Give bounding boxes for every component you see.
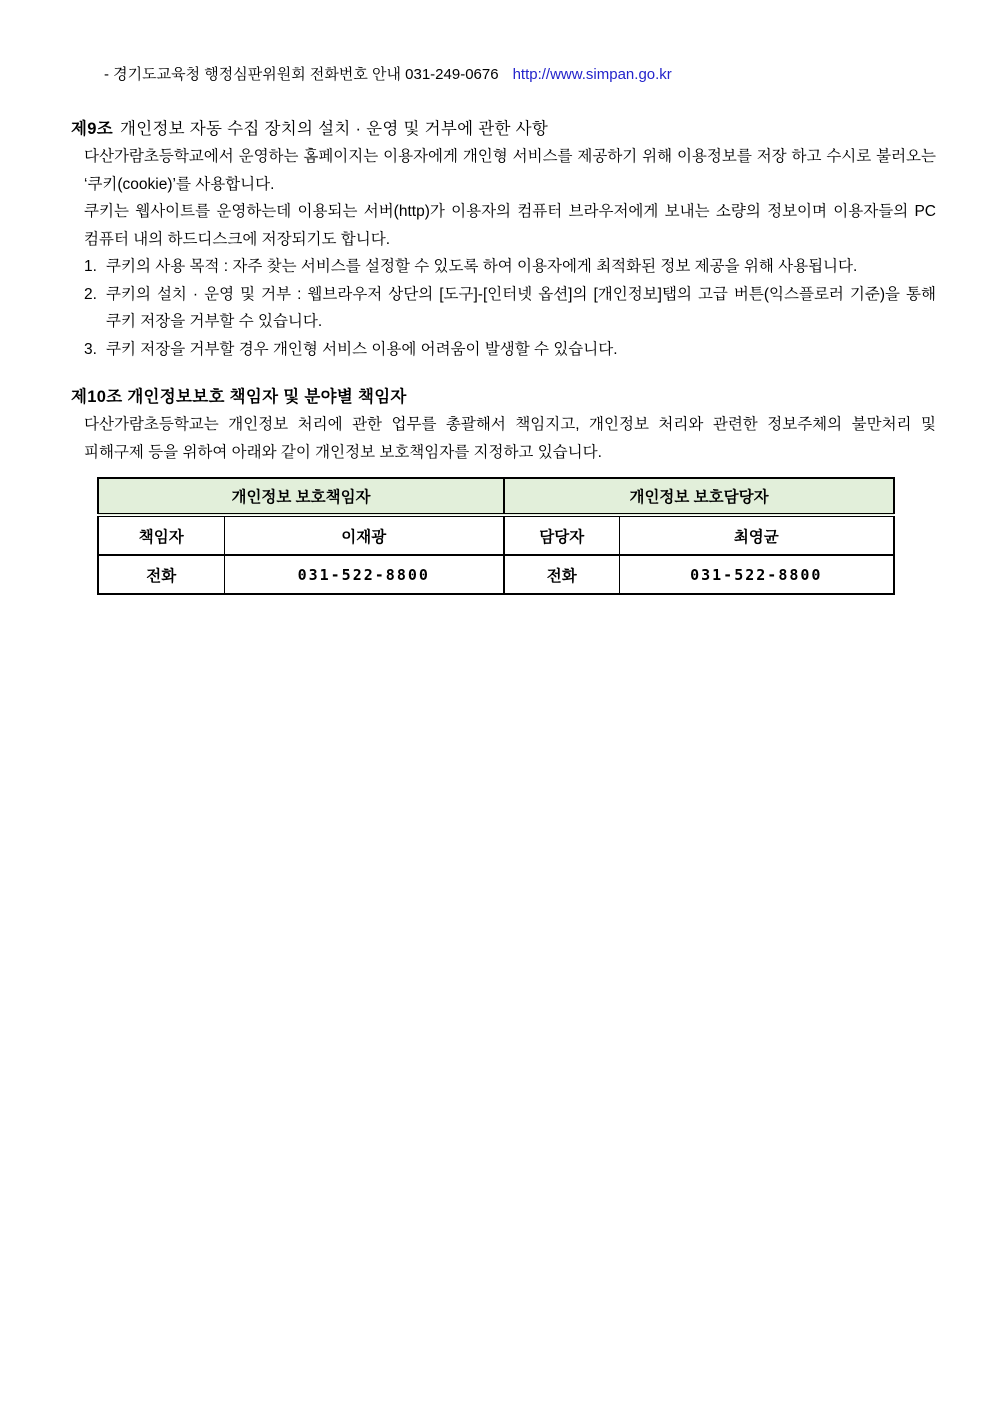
table-row (98, 515, 894, 555)
cell-phone-label-responsible: 전화 (98, 555, 224, 594)
article-9-paragraph-1: 다산가람초등학교에서 운영하는 홈페이지는 이용자에게 개인형 서비스를 제공하기 위해 이용정보를 저장 하고 수시로 불러오는 ‘쿠키(cookie)’를 사용합니다. (84, 148, 936, 193)
table-header-row (98, 478, 894, 515)
list-item (84, 281, 936, 336)
list-item-number: 3. (84, 340, 97, 358)
note-line (104, 0, 936, 85)
article-9-heading (71, 115, 936, 143)
list-item-text: 쿠키 저장을 거부할 경우 개인형 서비스 이용에 어려움이 발생할 수 있습니다. (106, 340, 618, 358)
table-header-responsible: 개인정보 보호책임자 (98, 478, 504, 515)
cookie-item-list (71, 253, 936, 363)
article-10-paragraph: 다산가람초등학교는 개인정보 처리에 관한 업무를 총괄해서 책임지고, 개인정보 처리와 관련한 정보주체의 불만처리 및 피해구제 등을 위하여 아래와 같이 개인정보 보호책임자를 지정하고 있습니다. (84, 416, 936, 461)
simpan-link[interactable]: http://www.simpan.go.kr (512, 66, 672, 83)
cell-manager-label: 담당자 (504, 515, 619, 555)
cell-responsible-name: 이재광 (224, 515, 504, 555)
article-10-heading: 제10조 개인정보보호 책임자 및 분야별 책임자 (71, 388, 407, 406)
cell-responsible-label: 책임자 (98, 515, 224, 555)
article-9-section (71, 115, 936, 363)
cell-phone-label-manager: 전화 (504, 555, 619, 594)
list-item (84, 253, 936, 281)
cell-manager-name: 최영균 (619, 515, 894, 555)
privacy-officer-table (97, 477, 895, 595)
cell-phone-value-responsible: 031-522-8800 (224, 555, 504, 594)
cell-phone-value-manager: 031-522-8800 (619, 555, 894, 594)
article-9-number: 제9조 (71, 120, 113, 138)
list-item (84, 336, 936, 364)
article-9-paragraph-2: 쿠키는 웹사이트를 운영하는데 이용되는 서버(http)가 이용자의 컴퓨터 브라우저에게 보내는 소량의 정보이며 이용자들의 PC 컴퓨터 내의 하드디스크에 저장되기도 합니다. (84, 203, 936, 248)
list-item-text: 쿠키의 설치 · 운영 및 거부 : 웹브라우저 상단의 [도구]-[인터넷 옵션]의 [개인정보]탭의 고급 버튼(익스플로러 기준)을 통해 쿠키 저장을 거부할 수 있습니다. (106, 285, 936, 330)
article-10-section (71, 383, 936, 595)
list-item-number: 2. (84, 285, 97, 303)
list-item-number: 1. (84, 258, 97, 275)
article-9-title: 개인정보 자동 수집 장치의 설치 · 운영 및 거부에 관한 사항 (119, 120, 549, 138)
note-text: - 경기도교육청 행정심판위원회 전화번호 안내 031-249-0676 (104, 66, 499, 83)
table-header-manager: 개인정보 보호담당자 (504, 478, 894, 515)
list-item-text: 쿠키의 사용 목적 : 자주 찾는 서비스를 설정할 수 있도록 하여 이용자에게 최적화된 정보 제공을 위해 사용됩니다. (106, 258, 858, 275)
table-row (98, 555, 894, 594)
